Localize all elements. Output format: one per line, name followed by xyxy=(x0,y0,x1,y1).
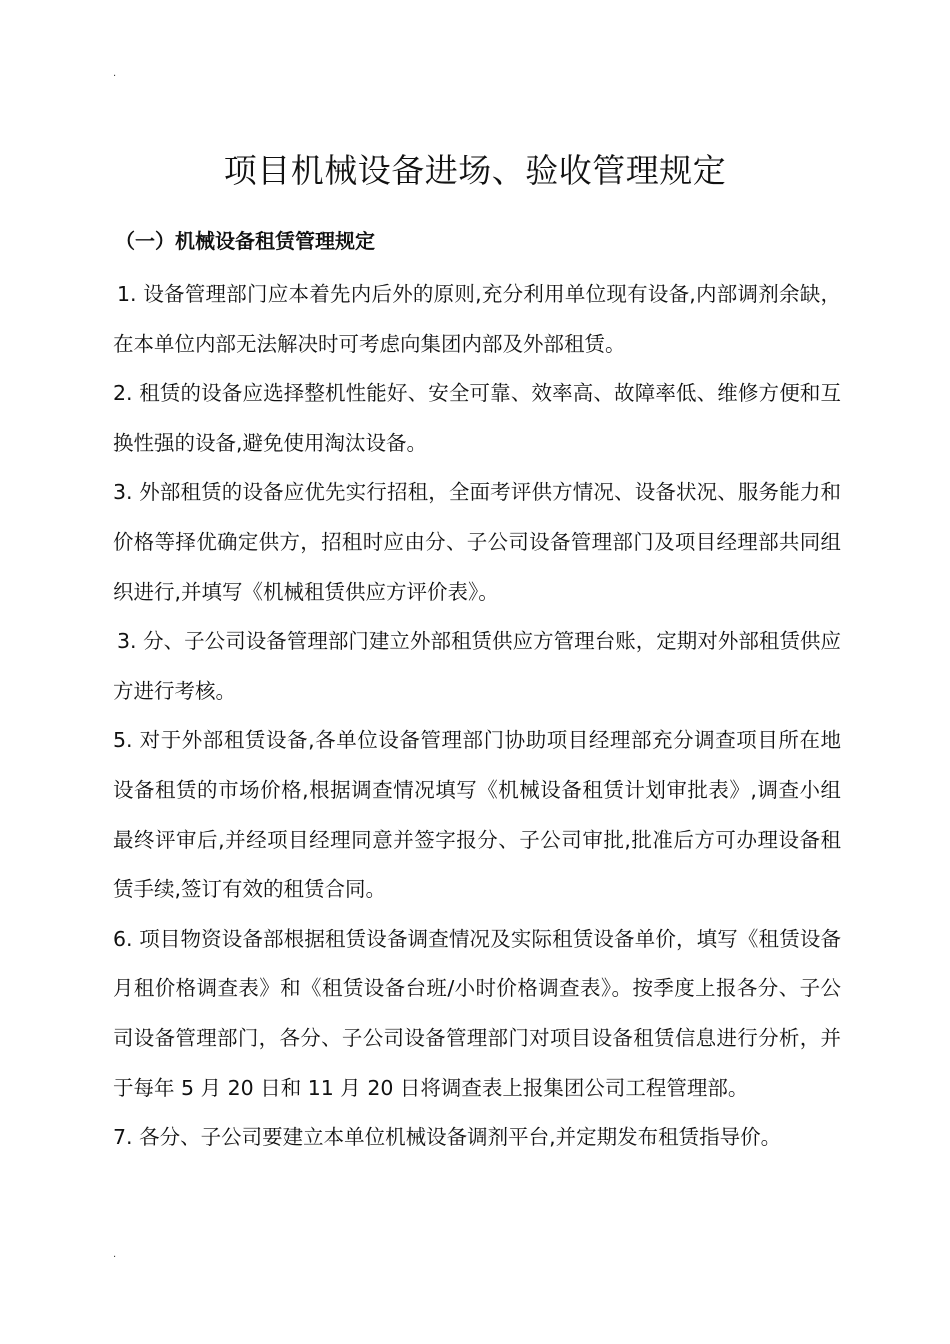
header-mark: · xyxy=(113,71,117,82)
paragraph-5: 5. 对于外部租赁设备,各单位设备管理部门协助项目经理部充分调查项目所在地设备租赁的市场价格,根据调查情况填写《机械设备租赁计划审批表》,调查小组最终评审后,并经项目经理同意并签字报分、子公司审批,批准后方可办理设备租赁手续,签订有效的租赁合同。 xyxy=(113,728,841,902)
paragraph-2: 2. 租赁的设备应选择整机性能好、安全可靠、效率高、故障率低、维修方便和互换性强的设备,避免使用淘汰设备。 xyxy=(113,381,841,455)
paragraph-6: 6. 项目物资设备部根据租赁设备调查情况及实际租赁设备单价，填写《租赁设备月租价格调查表》和《租赁设备台班/小时价格调查表》。按季度上报各分、子公司设备管理部门，各分、子公司设备管理部门对项目设备租赁信息进行分析，并于每年 5 月 20 日和 11 月 20 日将调查表上报集团公司工程管理部。 xyxy=(113,926,841,1100)
paragraph-1: 1. 设备管理部门应本着先内后外的原则,充分利用单位现有设备,内部调剂余缺，在本单位内部无法解决时可考虑向集团内部及外部租赁。 xyxy=(113,282,841,356)
paragraph-4: 3. 分、子公司设备管理部门建立外部租赁供应方管理台账，定期对外部租赁供应方进行考核。 xyxy=(113,629,841,703)
document-title: 项目机械设备进场、验收管理规定 xyxy=(223,151,727,190)
section-heading: （一）机械设备租赁管理规定 xyxy=(115,229,375,253)
footer-mark: · xyxy=(113,1252,117,1263)
document-body xyxy=(113,270,841,1163)
paragraph-3: 3. 外部租赁的设备应优先实行招租，全面考评供方情况、设备状况、服务能力和价格等择优确定供方，招租时应由分、子公司设备管理部门及项目经理部共同组织进行,并填写《机械租赁供应方评价表》。 xyxy=(113,480,841,604)
paragraph-7: 7. 各分、子公司要建立本单位机械设备调剂平台,并定期发布租赁指导价。 xyxy=(113,1125,782,1150)
